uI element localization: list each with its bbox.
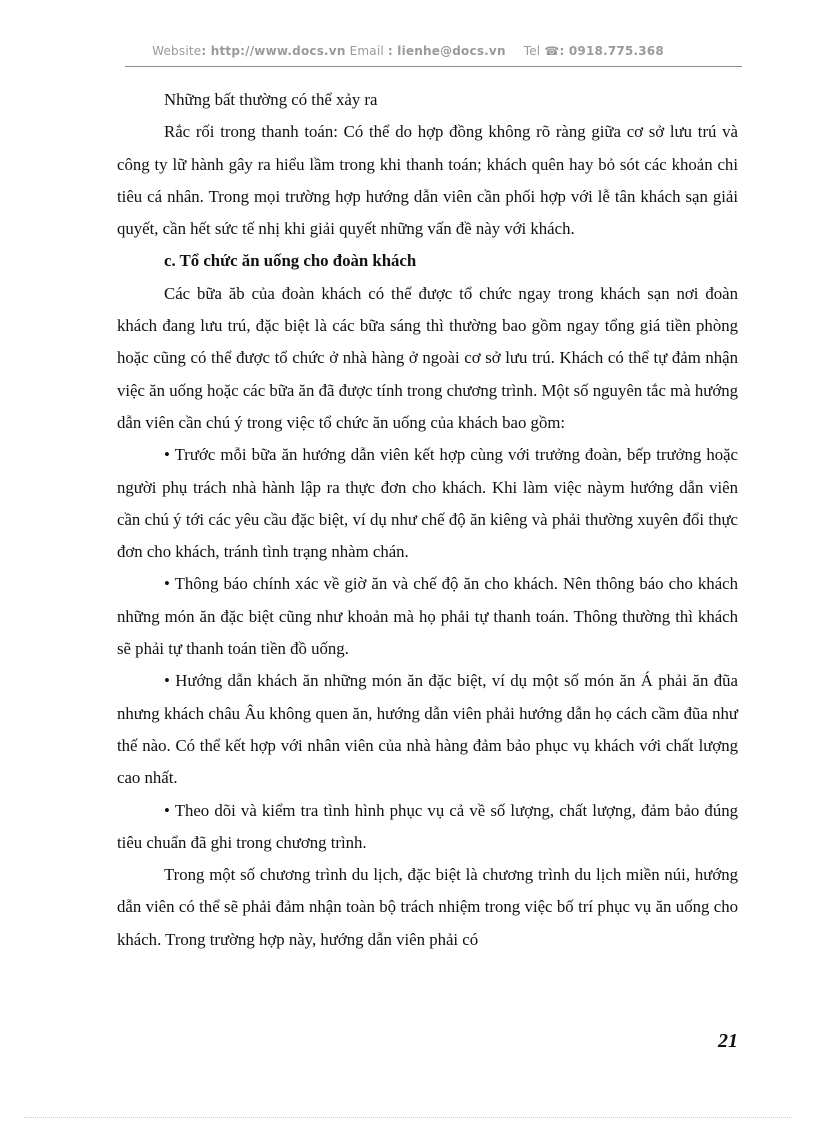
tel-label: Tel [523,44,541,58]
section-heading: c. Tổ chức ăn uống cho đoàn khách [164,251,417,271]
page-number: 21 [718,1030,738,1052]
paragraph-subheading: Những bất thường có thể xảy ra [164,90,378,109]
phone-icon: ☎ [544,44,560,58]
website-label: Website [152,44,202,58]
document-body [117,84,738,956]
email-label: Email [349,44,384,58]
email-link[interactable]: : lienhe@docs.vn [387,44,506,58]
page-header [0,44,816,58]
footer-divider [24,1117,792,1118]
bullet-paragraph: • Theo dõi và kiểm tra tình hình phục vụ cả về số lượng, chất lượng, đảm bảo đúng tiêu chuẩn đã ghi trong chương trình. [117,800,738,852]
tel-number: : 0918.775.368 [559,44,664,58]
bullet-paragraph: • Thông báo chính xác về giờ ăn và chế độ ăn cho khách. Nên thông báo cho khách những món ăn đặc biệt cũng như khoản mà họ phải tự thanh toán. Thông thường thì khách sẽ phải tự thanh toán tiền đồ uống. [117,574,738,659]
paragraph: Các bữa ăb của đoàn khách có thể được tổ chức ngay trong khách sạn nơi đoàn khách đang lưu trú, đặc biệt là các bữa sáng thì thường bao gồm ngay tổng giá tiền phòng hoặc cũng có thể được tổ chức ở nhà hàng ở ngoài cơ sở lưu trú. Khách có thể tự đảm nhận việc ăn uống hoặc các bữa ăn đã được tính trong chương trình. Một số nguyên tắc mà hướng dẫn viên cần chú ý trong việc tổ chức ăn uống của khách bao gồm: [117,283,738,432]
bullet-paragraph: • Hướng dẫn khách ăn những món ăn đặc biệt, ví dụ một số món ăn Á phải ăn đũa nhưng khách châu Âu không quen ăn, hướng dẫn viên phải hướng dẫn họ cách cầm đũa như thế nào. Có thể kết hợp với nhân viên của nhà hàng đảm bảo phục vụ khách với chất lượng cao nhất. [117,671,738,788]
paragraph: Trong một số chương trình du lịch, đặc biệt là chương trình du lịch miền núi, hướng dẫn viên có thể sẽ phải đảm nhận toàn bộ trách nhiệm trong việc bố trí phục vụ ăn uống cho khách. Trong trường hợp này, hướng dẫn viên phải có [117,865,738,949]
header-divider [125,66,742,67]
bullet-paragraph: • Trước mỗi bữa ăn hướng dẫn viên kết hợp cùng với trưởng đoàn, bếp trưởng hoặc người phụ trách nhà hành lập ra thực đơn cho khách. Khi làm việc nàym hướng dẫn viên cần chú ý tới các yêu cầu đặc biệt, ví dụ như chế độ ăn kiêng và phải thường xuyên đổi thực đơn cho khách, tránh tình trạng nhàm chán. [117,445,738,562]
paragraph: Rắc rối trong thanh toán: Có thể do hợp đồng không rõ ràng giữa cơ sở lưu trú và công ty lữ hành gây ra hiểu lầm trong khi thanh toán; khách quên hay bỏ sót các khoản chi tiêu cá nhân. Trong mọi trường hợp hướng dẫn viên cần phối hợp với lễ tân khách sạn giải quyết, cần hết sức tế nhị khi giải quyết những vấn đề này với khách. [117,122,738,239]
website-link[interactable]: : http://www.docs.vn [201,44,346,58]
